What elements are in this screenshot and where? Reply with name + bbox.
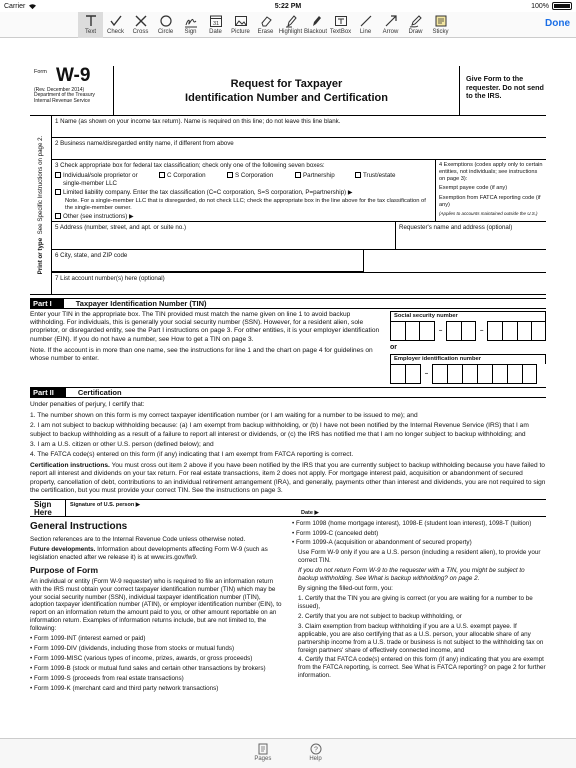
checkbox-scorp[interactable] [227, 172, 291, 180]
arrow-icon [384, 14, 398, 28]
tool-label: Blackout [303, 29, 327, 35]
checkbox-label: Trust/estate [363, 171, 396, 179]
line4-label: 4 Exemptions (codes apply only to certain entities, not individuals; see instructions on page 3): [439, 162, 543, 182]
general-instructions-heading: General Instructions [30, 520, 128, 532]
highlight-icon [284, 14, 298, 28]
tool-sticky[interactable] [428, 12, 453, 38]
line3-label: 3 Check appropriate box for federal tax classification; check only one of the following seven boxes: [55, 162, 325, 169]
ein-label: Employer identification number [390, 354, 546, 364]
tool-label: Arrow [382, 29, 399, 35]
tool-label: Check [106, 29, 124, 35]
line6-label: 6 City, state, and ZIP code [55, 252, 128, 259]
line4-exemptions [436, 160, 546, 221]
checkbox-other[interactable] [55, 213, 432, 221]
checkbox-label: S Corporation [235, 171, 274, 179]
part1-title: Taxpayer Identification Number (TIN) [75, 298, 207, 308]
tool-arrow[interactable] [378, 12, 403, 38]
tool-textbox[interactable] [328, 12, 353, 38]
line7-account-field[interactable] [52, 272, 546, 294]
battery-icon [552, 2, 572, 10]
tool-label: TextBox [329, 29, 352, 35]
status-bar [0, 0, 576, 12]
requester-label: Requester's name and address (optional) [399, 224, 513, 231]
form-title-1: Request for Taxpayer [230, 78, 343, 90]
paragraph: By signing the filled-out form, you: [298, 585, 393, 593]
picture-icon [234, 14, 248, 28]
list-item: • Form 1099-INT (interest earned or paid) [30, 635, 146, 643]
taxpayer-fields [30, 116, 546, 295]
tool-label: Highlight [278, 29, 303, 35]
certification-text [30, 401, 546, 495]
line2-label: 2 Business name/disregarded entity name, if different from above [55, 140, 234, 147]
form-rev: (Rev. December 2014) [34, 86, 85, 93]
line6-city-field[interactable] [52, 250, 364, 272]
checkbox-label: Partnership [303, 171, 335, 179]
line1-name-field[interactable] [52, 116, 546, 138]
future-developments: Future developments. Information about developments affecting Form W-9 (such as legislation enacted after we release it) is at www.irs.gov/fw9. [30, 546, 268, 562]
sign-icon [184, 14, 198, 28]
cert-instructions: Certification instructions. You must cross out item 2 above if you have been notified by the IRS that you are currently subject to backup withholding because you have failed to report all interest and dividends on your tax return. For real estate transactions, item 2 does not apply. For mortgage interest paid, acquisition or abandonment of secured property, cancellation of debt, contributions to an individual retirement arrangement (IRA), and generally, payments other than interest and dividends, you are not required to sign the certification, but you must provide your correct TIN. See the instructions on page 3. [30, 461, 546, 495]
battery-percent: 100% [531, 2, 549, 10]
pages-icon [257, 743, 269, 755]
tool-picture[interactable] [228, 12, 253, 38]
form-title-2: Identification Number and Certification [185, 91, 388, 104]
line3-classification [52, 160, 546, 222]
list-item: • Form 1099-S (proceeds from real estate transactions) [30, 674, 184, 682]
sticky-icon [434, 14, 448, 28]
line7-label: 7 List account number(s) here (optional) [55, 275, 165, 282]
checkbox-label: C Corporation [167, 171, 206, 179]
or-label: or [390, 344, 397, 352]
list-item: • Form 1099-C (canceled debt) [292, 529, 379, 537]
tool-blackout[interactable] [303, 12, 328, 38]
list-item: • Form 1099-A (acquisition or abandonment of secured property) [292, 539, 472, 547]
part2-title: Certification [77, 388, 122, 398]
gi-paragraph: Section references are to the Internal Revenue Code unless otherwise noted. [30, 536, 246, 544]
list-item: • Form 1099-MISC (various types of income, prizes, awards, or gross proceeds) [30, 654, 253, 662]
line4-note: (Applies to accounts maintained outside the U.S.) [439, 210, 538, 216]
ein-field[interactable]: – [390, 364, 546, 384]
form-name: W-9 [56, 66, 91, 86]
llc-note: Note. For a single-member LLC that is disregarded, do not check LLC; check the appropriate box in the line above for the tax classification of the single-member owner. [65, 198, 426, 212]
tab-pages[interactable] [254, 743, 271, 768]
cert-item-2: 2. I am not subject to backup withholding because: (a) I am exempt from backup withholding, or (b) I have not been notified by the Internal Revenue Service (IRS) that I am subject to backup withholding as a result of a failure to report all interest or dividends, or (c) the IRS has notified me that I am no longer subject to backup withholding; and [30, 422, 529, 438]
tool-text[interactable] [78, 12, 103, 38]
date-icon [209, 14, 223, 28]
circle-icon [159, 14, 173, 28]
w9-document [30, 66, 546, 742]
line5-address [52, 222, 546, 250]
text-icon [84, 14, 98, 28]
part1-tag: Part I [30, 299, 64, 308]
purpose-text: An individual or entity (Form W-9 requester) who is required to file an information return with the IRS must obtain your correct taxpayer identification number (TIN) which may be your social security number (SSN), individual taxpayer identification number (ITIN), adoption taxpayer identification number (ATIN), or employer identification number (EIN), to report on an information return the amount paid to you, or other amount reportable on an information return. Examples of information returns include, but are not limited to, the following: [30, 577, 282, 633]
clock: 5:22 PM [274, 2, 302, 10]
tool-label: Text [84, 29, 96, 35]
tool-label: Cross [132, 29, 149, 35]
tool-sign[interactable] [178, 12, 203, 38]
instructions-columns [30, 520, 546, 695]
ssn-field[interactable]: – – [390, 321, 546, 341]
paragraph: 2. Certify that you are not subject to backup withholding, or [298, 612, 462, 620]
instructions-left [30, 520, 284, 695]
draw-icon [409, 14, 423, 28]
tool-line[interactable] [353, 12, 378, 38]
annotation-toolbar [0, 12, 576, 38]
cross-icon [134, 14, 148, 28]
carrier-label: Carrier [4, 2, 26, 10]
part2-header [30, 387, 546, 398]
tool-label: Circle [157, 29, 174, 35]
erase-icon [259, 14, 273, 28]
check-icon [109, 14, 123, 28]
signature-field[interactable]: Signature of U.S. person ▶ [70, 501, 140, 508]
address-field[interactable] [52, 222, 396, 249]
paragraph: 3. Claim exemption from backup withholding if you are a U.S. exempt payee. If applicable, you are also certifying that as a U.S. person, your allocable share of any partnership income from a U.S. trade or business is not subject to the withholding tax on foreign partners' share of effectively connected income, and [298, 622, 544, 654]
checkbox-llc[interactable] [55, 189, 432, 197]
cert-item-1: 1. The number shown on this form is my correct taxpayer identification number (or I am waiting for a number to be issued to me); and [30, 411, 418, 419]
cert-intro: Under penalties of perjury, I certify that: [30, 401, 145, 409]
tool-cross[interactable] [128, 12, 153, 38]
tin-section [30, 311, 546, 384]
paragraph: Use Form W-9 only if you are a U.S. person (including a resident alien), to provide your correct TIN. [298, 549, 541, 565]
signature-row [30, 499, 546, 517]
svg-text:31: 31 [212, 21, 219, 27]
cert-item-4: 4. The FATCA code(s) entered on this form (if any) indicating that I am exempt from FATCA reporting is correct. [30, 451, 354, 459]
checkbox-label: Individual/sole proprietor or single-member LLC [63, 171, 138, 187]
part1-header [30, 298, 546, 309]
tool-label: Draw [408, 29, 423, 35]
part1-text: Enter your TIN in the appropriate box. The TIN provided must match the name given on line 1 to avoid backup withholding. For individuals, this is generally your social security number (SSN). However, for a resident alien, sole proprietor, or disregarded entity, see the Part I instructions on page 3. For other entities, it is your employer identification number (EIN). If you do not have a number, see How to get a TIN on page 3. [30, 311, 380, 343]
vertical-instructions: Print or type See Specific Instructions on page 2. [30, 116, 52, 294]
checkbox-ccorp[interactable] [159, 172, 223, 180]
tool-circle[interactable] [153, 12, 178, 38]
tab-help[interactable] [309, 743, 321, 768]
sign-here-label: Sign Here [30, 500, 66, 516]
tool-erase[interactable] [253, 12, 278, 38]
tool-highlight[interactable] [278, 12, 303, 38]
paragraph: 4. Certify that FATCA code(s) entered on this form (if any) indicating that you are exempt from the FATCA reporting, is correct. See What is FATCA reporting? on page 2 for further information. [298, 656, 546, 680]
date-field[interactable]: Date ▶ [301, 509, 319, 516]
exempt-payee-field[interactable]: Exempt payee code (if any) [439, 184, 508, 191]
line5-label: 5 Address (number, street, and apt. or suite no.) [55, 224, 187, 231]
tool-label: Sticky [432, 29, 449, 35]
done-button[interactable]: Done [545, 18, 570, 29]
tab-label: Help [309, 756, 322, 762]
svg-text:?: ? [313, 746, 318, 754]
ssn-label: Social security number [390, 311, 546, 321]
checkbox-trust[interactable] [355, 172, 395, 180]
give-form-note: Give Form to the requester. Do not send to the IRS. [466, 74, 544, 101]
blackout-icon [309, 14, 323, 28]
part1-note: Note. If the account is in more than one name, see the instructions for line 1 and the chart on page 4 for guidelines on whose number to enter. [30, 346, 373, 363]
textbox-icon [334, 14, 348, 28]
requester-field[interactable] [396, 222, 546, 249]
list-item: • Form 1099-K (merchant card and third party network transactions) [30, 684, 219, 692]
form-word: Form [34, 69, 47, 75]
line2-business-field[interactable] [52, 138, 546, 160]
tool-label: Erase [257, 29, 274, 35]
instructions-right [292, 520, 546, 695]
tool-date[interactable] [203, 12, 228, 38]
fatca-code-field[interactable]: Exemption from FATCA reporting code (if any) [439, 194, 541, 208]
tool-label: Date [209, 29, 222, 35]
paragraph: 1. Certify that the TIN you are giving is correct (or you are waiting for a number to be issued), [298, 594, 533, 610]
line1-label: 1 Name (as shown on your income tax return). Name is required on this line; do not leave this line blank. [55, 118, 341, 125]
list-item: • Form 1099-B (stock or mutual fund sales and certain other transactions by brokers) [30, 664, 266, 672]
tool-label: Sign [184, 29, 197, 35]
checkbox-individual[interactable] [55, 172, 155, 188]
tool-draw[interactable] [403, 12, 428, 38]
tool-check[interactable] [103, 12, 128, 38]
form-irs: Internal Revenue Service [34, 98, 91, 105]
checkbox-label: Other (see instructions) ▶ [63, 213, 134, 221]
paragraph: If you do not return Form W-9 to the requester with a TIN, you might be subject to backup withholding. See What is backup withholding? on page 2. [298, 567, 525, 583]
form-dept: Department of the Treasury [34, 92, 95, 99]
tool-label: Picture [231, 29, 250, 35]
cert-item-3: 3. I am a U.S. citizen or other U.S. person (defined below); and [30, 440, 214, 448]
tab-label: Pages [254, 756, 272, 762]
help-icon [310, 743, 322, 755]
line-icon [359, 14, 373, 28]
checkbox-label: Limited liability company. Enter the tax classification (C=C corporation, S=S corporation, P=partnership) ▶ [63, 189, 353, 197]
bottom-tab-bar [0, 738, 576, 768]
form-header [30, 66, 546, 116]
list-item: • Form 1099-DIV (dividends, including those from stocks or mutual funds) [30, 645, 235, 653]
tool-label: Line [359, 29, 372, 35]
part2-tag: Part II [30, 388, 66, 397]
checkbox-partnership[interactable] [295, 172, 351, 180]
purpose-heading: Purpose of Form [30, 564, 99, 575]
list-item: • Form 1098 (home mortgage interest), 1098-E (student loan interest), 1098-T (tuition) [292, 519, 532, 527]
